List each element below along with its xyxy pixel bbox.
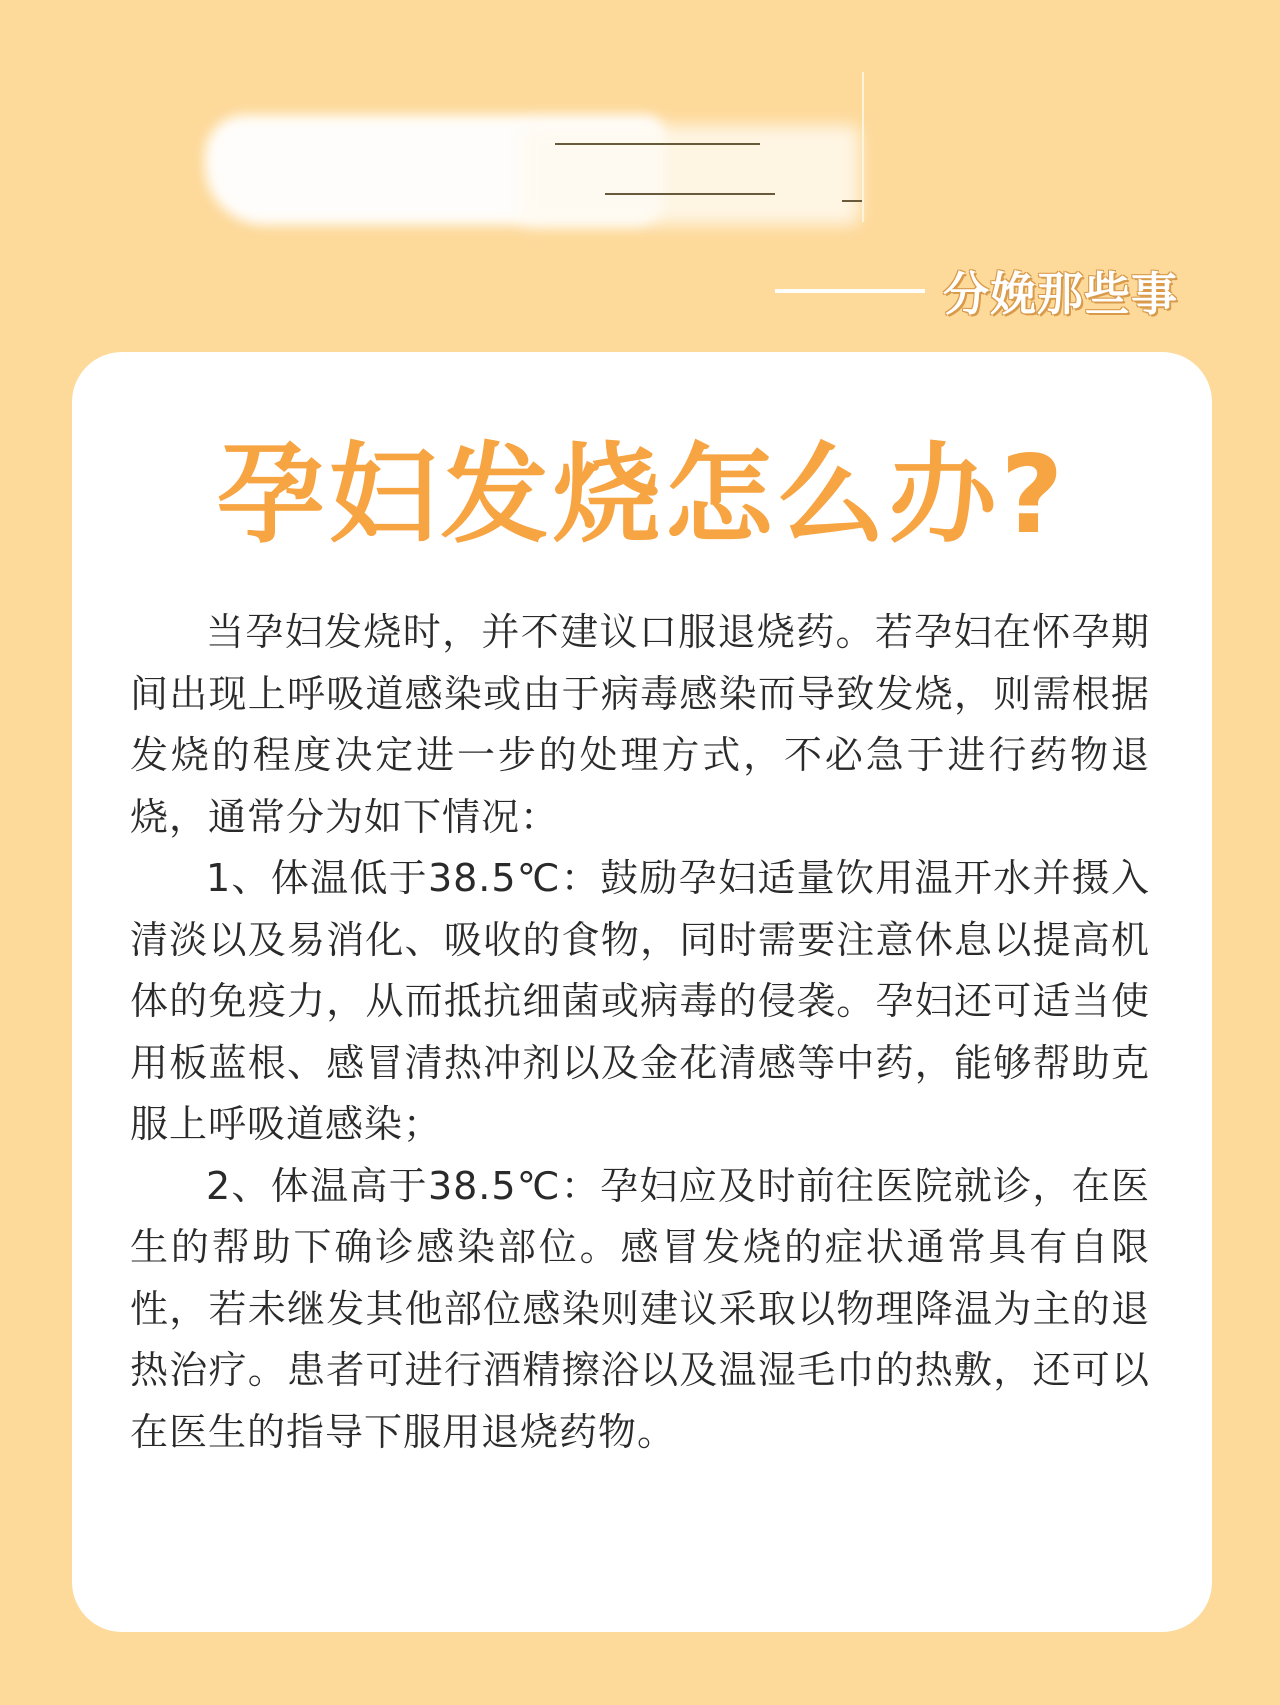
header-decor-line bbox=[555, 143, 760, 145]
header-decor-line bbox=[605, 193, 775, 195]
article-paragraph: 1、体温低于38.5℃：鼓励孕妇适量饮用温开水并摄入清淡以及易消化、吸收的食物，同时需要注意休息以提高机体的免疫力，从而抵抗细菌或病毒的侵袭。孕妇还可适当使用板蓝根、感冒清热冲剂以及金花清感等中药，能够帮助克服上呼吸道感染； bbox=[130, 856, 1150, 1146]
article-card bbox=[72, 352, 1212, 1632]
header-divider-line bbox=[862, 72, 864, 222]
header-banner-blur-secondary bbox=[520, 125, 860, 225]
subtitle-row bbox=[775, 258, 1178, 324]
article-paragraph: 当孕妇发烧时，并不建议口服退烧药。若孕妇在怀孕期间出现上呼吸道感染或由于病毒感染而导致发烧，则需根据发烧的程度决定进一步的处理方式，不必急于进行药物退烧，通常分为如下情况： bbox=[130, 610, 1150, 839]
article-paragraph: 2、体温高于38.5℃：孕妇应及时前往医院就诊，在医生的帮助下确诊感染部位。感冒发烧的症状通常具有自限性，若未继发其他部位感染则建议采取以物理降温为主的退热治疗。患者可进行酒精擦浴以及温湿毛巾的热敷，还可以在医生的指导下服用退烧药物。 bbox=[130, 1163, 1150, 1454]
article-body bbox=[130, 602, 1150, 1463]
article-title: 孕妇发烧怎么办? bbox=[216, 433, 1068, 558]
subtitle-text: 分娩那些事 bbox=[943, 267, 1178, 321]
subtitle-dash bbox=[775, 289, 925, 293]
header-decor-line bbox=[842, 200, 864, 202]
